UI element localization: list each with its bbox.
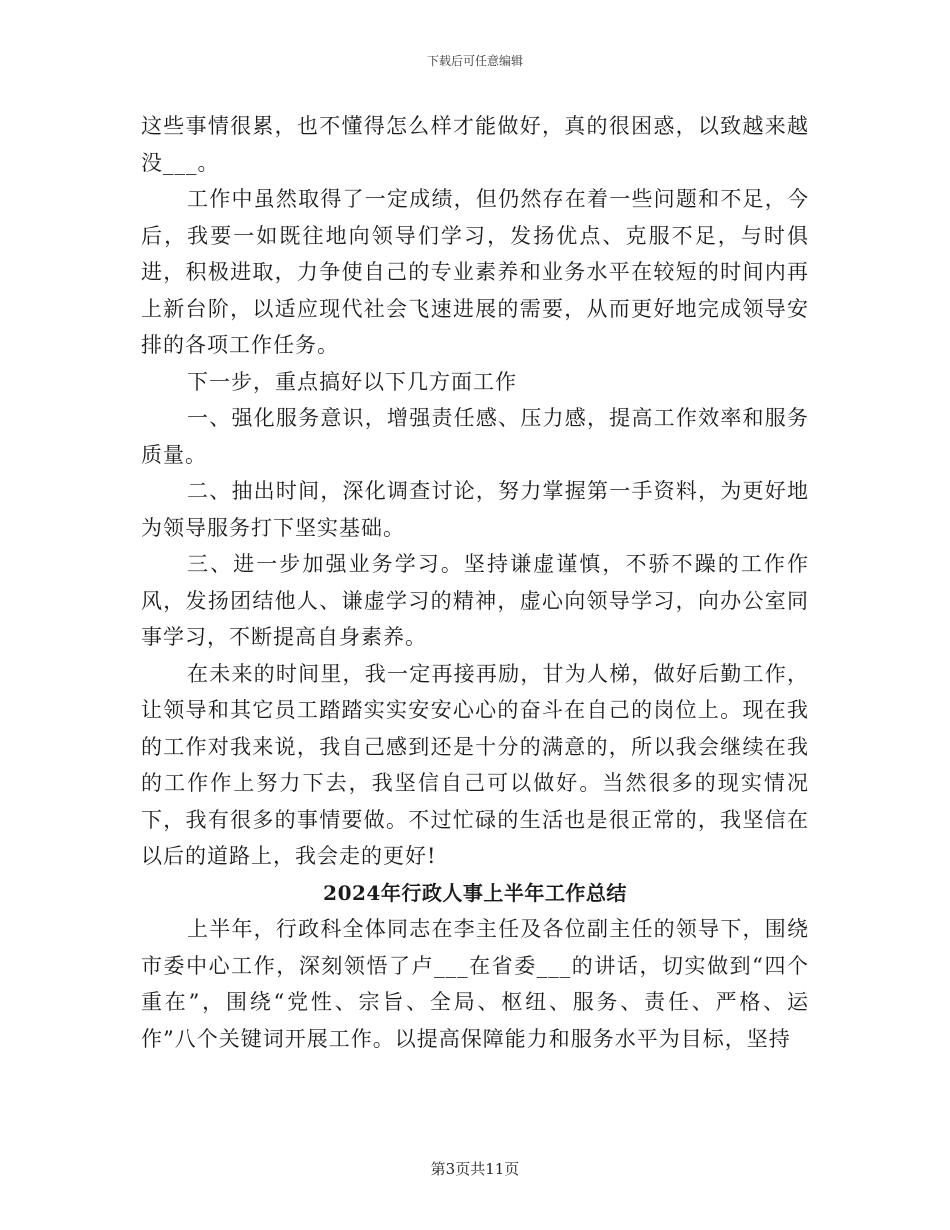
paragraph: 二、抽出时间，深化调查讨论，努力掌握第一手资料，为更好地为领导服务打下坚实基础。 (141, 479, 809, 540)
paragraph: 三、进一步加强业务学习。坚持谦虚谨慎，不骄不躁的工作作风，发扬团结他人、谦虚学习的精神，虚心向领导学习，向办公室同事学习，不断提高自身素养。 (141, 552, 809, 649)
document-body (141, 108, 809, 1057)
paragraph: 一、强化服务意识，增强责任感、压力感，提高工作效率和服务质量。 (141, 406, 809, 467)
paragraph: 这些事情很累，也不懂得怎么样才能做好，真的很困惑，以致越来越没___。 (141, 114, 809, 175)
paragraph: 上半年，行政科全体同志在李主任及各位副主任的领导下，围绕市委中心工作，深刻领悟了卢___在省委___的讲话，切实做到“四个重在”，围绕“党性、宗旨、全局、枢纽、服务、责任、严格、运作”八个关键词开展工作。以提高保障能力和服务水平为目标，坚持 (141, 917, 809, 1051)
paragraph: 在未来的时间里，我一定再接再励，甘为人梯，做好后勤工作，让领导和其它员工踏踏实实安安心心的奋斗在自己的岗位上。现在我的工作对我来说，我自己感到还是十分的满意的，所以我会继续在我的工作作上努力下去，我坚信自己可以做好。当然很多的现实情况下，我有很多的事情要做。不过忙碌的生活也是很正常的，我坚信在以后的道路上，我会走的更好! (141, 661, 809, 868)
page-header: 下载后可任意编辑 (426, 54, 523, 68)
page-footer: 第3页共11页 (430, 1160, 520, 1178)
paragraph: 工作中虽然取得了一定成绩，但仍然存在着一些问题和不足，今后，我要一如既往地向领导们学习，发扬优点、克服不足，与时俱进，积极进取，力争使自己的专业素养和业务水平在较短的时间内再上新台阶，以适应现代社会飞速进展的需要，从而更好地完成领导安排的各项工作任务。 (141, 187, 809, 357)
section-title: 2024年行政人事上半年工作总结 (323, 880, 627, 905)
paragraph: 下一步，重点搞好以下几方面工作 (187, 369, 517, 394)
